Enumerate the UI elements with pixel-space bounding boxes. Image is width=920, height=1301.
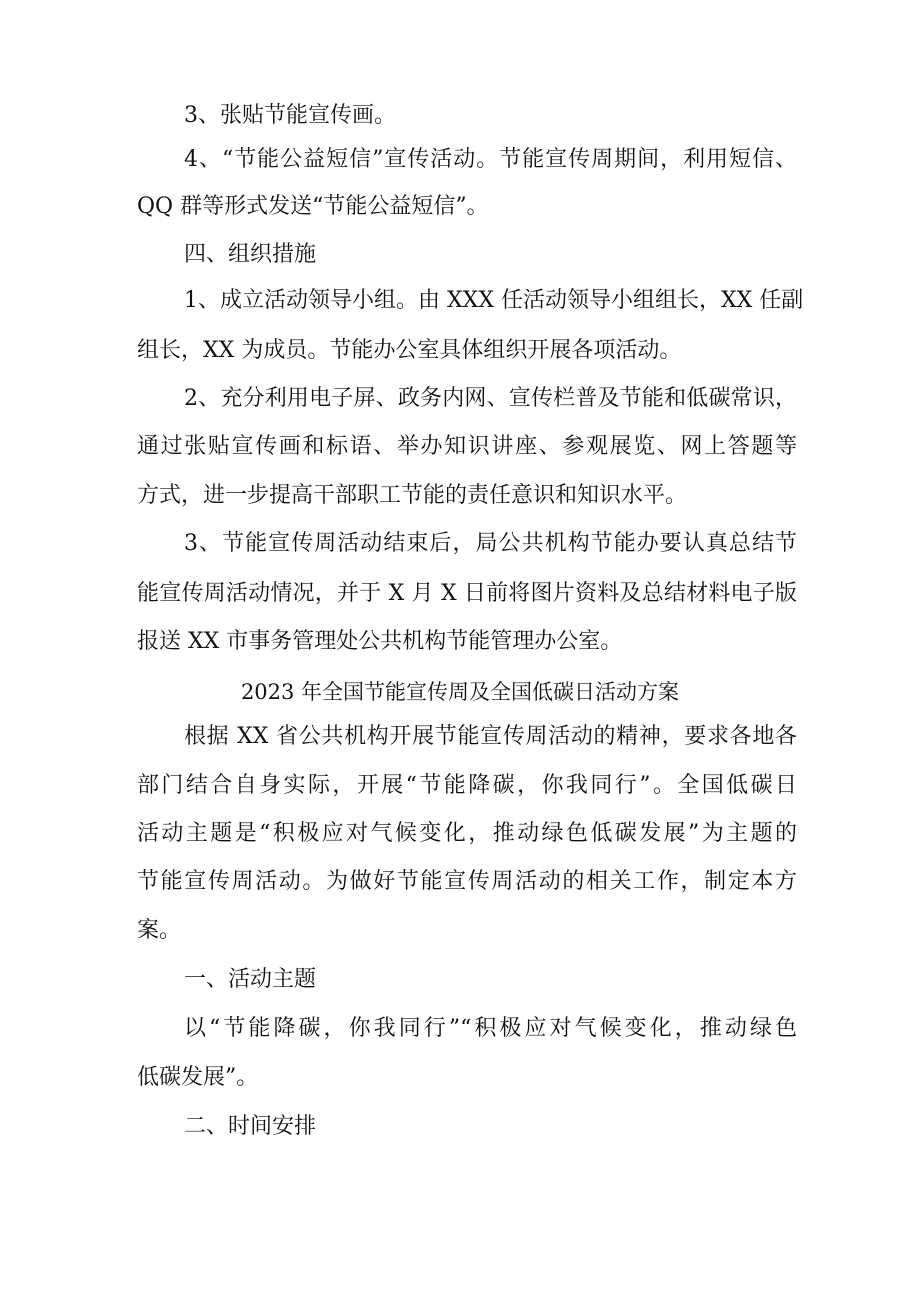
measure-1-line-1: 1、成立活动领导小组。由 XXX 任活动领导小组组长，XX 任副: [184, 288, 804, 313]
document-title: 2023 年全国节能宣传周及全国低碳日活动方案: [240, 680, 680, 704]
intro-line-3: 活动主题是“积极应对气候变化，推动绿色低碳发展”为主题的: [137, 821, 797, 846]
list-item-4-sms-campaign: 4、“节能公益短信”宣传活动。节能宣传周期间，利用短信、: [184, 147, 797, 172]
list-item-4-continuation: QQ 群等形式发送“节能公益短信”。: [137, 194, 489, 219]
intro-line-4: 节能宣传周活动。为做好节能宣传周活动的相关工作，制定本方: [137, 869, 797, 894]
measure-1-line-2: 组长，XX 为成员。节能办公室具体组织开展各项活动。: [137, 338, 682, 363]
section-heading-activity-theme: 一、活动主题: [184, 967, 317, 992]
measure-2-line-1: 2、充分利用电子屏、政务内网、宣传栏普及节能和低碳常识，: [184, 386, 797, 411]
intro-line-2: 部门结合自身实际，开展“节能降碳，你我同行”。全国低碳日: [137, 773, 797, 798]
measure-2-line-3: 方式，进一步提高干部职工节能的责任意识和知识水平。: [137, 483, 688, 508]
list-item-3-post-posters: 3、张贴节能宣传画。: [184, 103, 396, 128]
measure-3-line-2: 能宣传周活动情况，并于 X 月 X 日前将图片资料及总结材料电子版: [137, 581, 797, 606]
measure-3-line-3: 报送 XX 市事务管理处公共机构节能管理办公室。: [137, 629, 623, 654]
section-heading-time-arrangement: 二、时间安排: [184, 1114, 317, 1139]
measure-3-line-1: 3、节能宣传周活动结束后，局公共机构节能办要认真总结节: [184, 531, 797, 556]
section-heading-organization-measures: 四、组织措施: [184, 242, 317, 267]
theme-line-2: 低碳发展”。: [137, 1065, 259, 1090]
intro-line-1: 根据 XX 省公共机构开展节能宣传周活动的精神，要求各地各: [184, 724, 797, 749]
measure-2-line-2: 通过张贴宣传画和标语、举办知识讲座、参观展览、网上答题等: [137, 434, 797, 459]
intro-line-5: 案。: [137, 918, 182, 943]
theme-line-1: 以“节能降碳，你我同行”“积极应对气候变化，推动绿色: [184, 1016, 797, 1041]
